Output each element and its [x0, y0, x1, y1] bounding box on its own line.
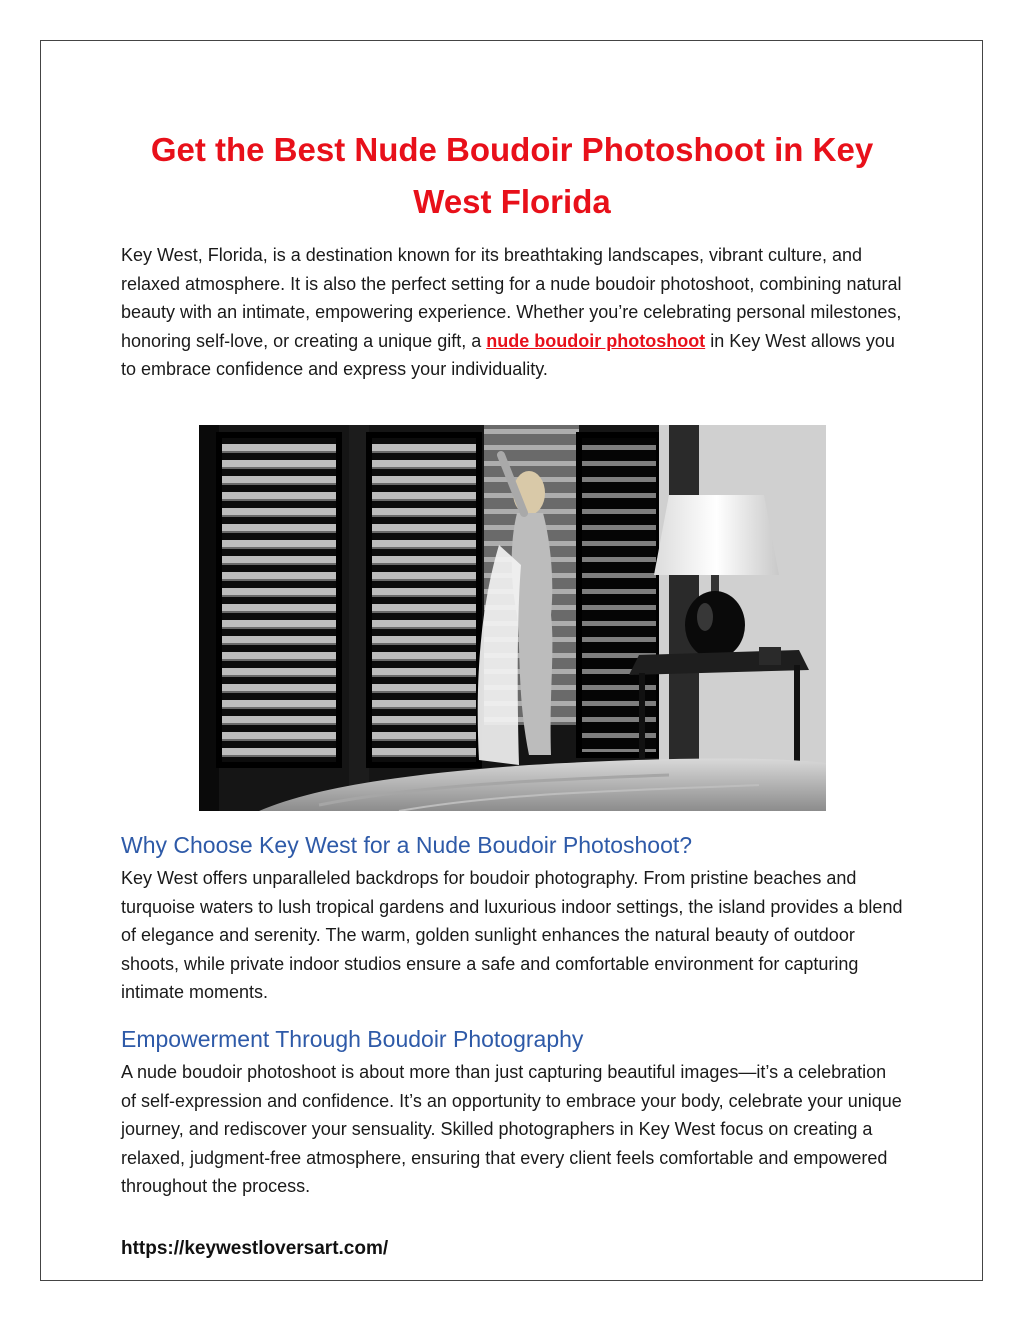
boudoir-photo [199, 425, 826, 811]
intro-paragraph [121, 241, 906, 384]
footer-url[interactable]: https://keywestloversart.com/ [121, 1238, 389, 1259]
section-body-why-key-west: Key West offers unparalleled backdrops for boudoir photography. From pristine beaches and turquoise waters to lush tropical gardens and luxurious indoor settings, the island provides a blend of elegance and serenity. The warm, golden sunlight enhances the natural beauty of outdoor shoots, while private indoor studios ensure a safe and comfortable environment for capturing intimate moments. [121, 868, 903, 1003]
intro-text-after-link: in Key West allows you to embrace confidence and express your individuality. [121, 330, 895, 380]
section-heading-empowerment: Empowerment Through Boudoir Photography [121, 1026, 584, 1052]
intro-text-before-link: Key West, Florida, is a destination known for its breathtaking landscapes, vibrant culture, and relaxed atmosphere. It is also the perfect setting for a nude boudoir photoshoot, combining natural beauty with an intimate, empowering experience. Whether you’re celebrating personal milestones, honoring self-love, or creating a unique gift, a [121, 245, 902, 351]
section-heading-why-key-west: Why Choose Key West for a Nude Boudoir Photoshoot? [121, 832, 693, 858]
boudoir-photo-illustration [199, 425, 826, 811]
section-body-empowerment: A nude boudoir photoshoot is about more than just capturing beautiful images—it’s a celebration of self-expression and confidence. It’s an opportunity to embrace your body, celebrate your unique journey, and rediscover your sensuality. Skilled photographers in Key West focus on creating a relaxed, judgment-free atmosphere, ensuring that every client feels comfortable and empowered throughout the process. [121, 1062, 902, 1197]
nude-boudoir-photoshoot-link[interactable]: nude boudoir photoshoot [486, 330, 706, 351]
page-title: Get the Best Nude Boudoir Photoshoot in Key West Florida [150, 131, 874, 220]
